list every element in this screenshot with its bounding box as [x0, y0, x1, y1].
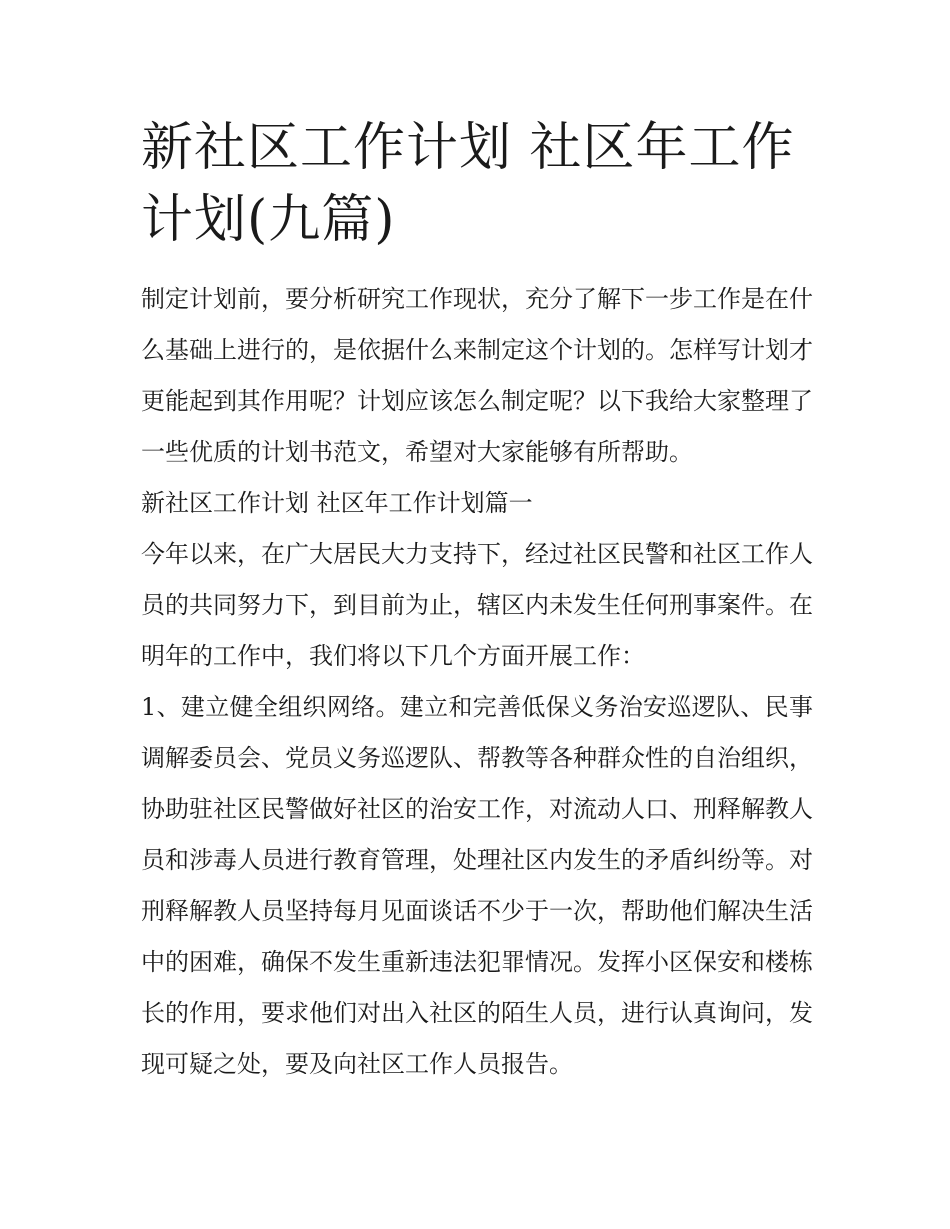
body-paragraph: 今年以来，在广大居民大力支持下，经过社区民警和社区工作人员的共同努力下，到目前为止，辖区内未发生任何刑事案件。在明年的工作中，我们将以下几个方面开展工作：	[141, 540, 813, 670]
title-spacer	[141, 256, 813, 274]
list-item-paragraph: 1、建立健全组织网络。建立和完善低保义务治安巡逻队、民事调解委员会、党员义务巡逻队、帮教等各种群众性的自治组织，协助驻社区民警做好社区的治安工作，对流动人口、刑释解教人员和涉毒人员进行教育管理，处理社区内发生的矛盾纠纷等。对刑释解教人员坚持每月见面谈话不少于一次，帮助他们解决生活中的困难，确保不发生重新违法犯罪情况。发挥小区保安和楼栋长的作用，要求他们对出入社区的陌生人员，进行认真询问，发现可疑之处，要及向社区工作人员报告。	[141, 693, 813, 1078]
section-heading: 新社区工作计划 社区年工作计划篇一	[141, 489, 533, 517]
document-title: 新社区工作计划 社区年工作计划(九篇)	[141, 118, 795, 250]
document-body	[141, 112, 813, 1090]
intro-paragraph: 制定计划前，要分析研究工作现状，充分了解下一步工作是在什么基础上进行的，是依据什么来制定这个计划的。怎样写计划才更能起到其作用呢？计划应该怎么制定呢？以下我给大家整理了一些优质的计划书范文，希望对大家能够有所帮助。	[141, 285, 813, 466]
